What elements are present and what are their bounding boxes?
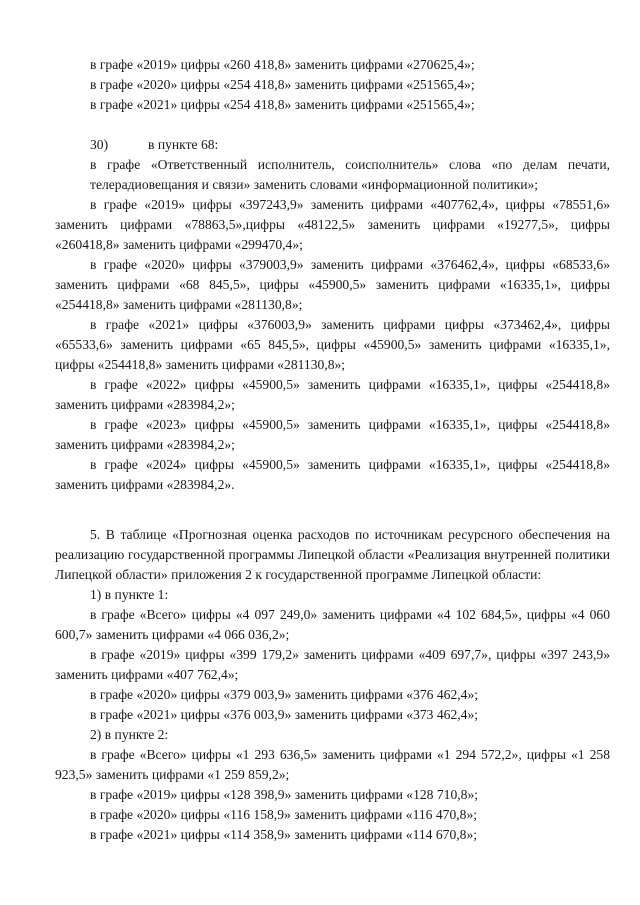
spacer — [90, 115, 610, 135]
section-5-point-1-2021: в графе «2021» цифры «376 003,9» заменить цифрами «373 462,4»; — [90, 707, 479, 722]
section-5-point-1: 1) в пункте 1: — [90, 587, 169, 602]
section-5-point-2-total: в графе «Всего» цифры «1 293 636,5» заменить цифрами «1 294 572,2», цифры «1 258 923,5» заменить цифрами «1 259 859,2»; — [55, 747, 610, 782]
spacer — [90, 495, 610, 525]
point-30-2021: в графе «2021» цифры «376003,9» заменить цифрами цифры «373462,4», цифры «65533,6» заменить цифрами «65 845,5», цифры «45900,5» заменить цифрами «16335,1», цифры «254418,8» заменить цифрами «281130,8»; — [55, 317, 610, 372]
section-5-point-2-2021: в графе «2021» цифры «114 358,9» заменить цифрами «114 670,8»; — [90, 827, 478, 842]
point-30-2022: в графе «2022» цифры «45900,5» заменить цифрами «16335,1», цифры «254418,8» заменить цифрами «283984,2»; — [55, 377, 610, 412]
point-30-text: в пункте 68: — [148, 137, 219, 152]
point-30-executor: в графе «Ответственный исполнитель, соисполнитель» слова «по делам печати, телерадиовещания и связи» заменить словами «информационной политики»; — [90, 157, 610, 192]
point-30-heading — [90, 135, 610, 155]
amend-line-2021: в графе «2021» цифры «254 418,8» заменить цифрами «251565,4»; — [90, 97, 475, 112]
section-5-point-1-2019: в графе «2019» цифры «399 179,2» заменить цифрами «409 697,7», цифры «397 243,9» заменить цифрами «407 762,4»; — [55, 647, 610, 682]
point-30-2023: в графе «2023» цифры «45900,5» заменить цифрами «16335,1», цифры «254418,8» заменить цифрами «283984,2»; — [55, 417, 610, 452]
amend-line-2020: в графе «2020» цифры «254 418,8» заменить цифрами «251565,4»; — [90, 77, 475, 92]
point-30-2024: в графе «2024» цифры «45900,5» заменить цифрами «16335,1», цифры «254418,8» заменить цифрами «283984,2». — [55, 457, 610, 492]
amend-line-2019: в графе «2019» цифры «260 418,8» заменить цифрами «270625,4»; — [90, 57, 475, 72]
document-page — [55, 55, 610, 845]
point-30-2019: в графе «2019» цифры «397243,9» заменить цифрами «407762,4», цифры «78551,6» заменить цифрами «78863,5»,цифры «48122,5» заменить цифрами «19277,5», цифры «260418,8» заменить цифрами «299470,4»; — [55, 197, 610, 252]
section-5-point-2-2019: в графе «2019» цифры «128 398,9» заменить цифрами «128 710,8»; — [90, 787, 479, 802]
section-5-point-2: 2) в пункте 2: — [90, 727, 169, 742]
section-5-point-2-2020: в графе «2020» цифры «116 158,9» заменить цифрами «116 470,8»; — [90, 807, 478, 822]
point-30-number: 30) — [90, 137, 109, 152]
point-30-2020: в графе «2020» цифры «379003,9» заменить цифрами «376462,4», цифры «68533,6» заменить цифрами «68 845,5», цифры «45900,5» заменить цифрами «16335,1», цифры «254418,8» заменить цифрами «281130,8»; — [55, 257, 610, 312]
section-5-point-1-total: в графе «Всего» цифры «4 097 249,0» заменить цифрами «4 102 684,5», цифры «4 060 600,7» заменить цифрами «4 066 036,2»; — [55, 607, 610, 642]
section-5-point-1-2020: в графе «2020» цифры «379 003,9» заменить цифрами «376 462,4»; — [90, 687, 479, 702]
section-5-intro: 5. В таблице «Прогнозная оценка расходов по источникам ресурсного обеспечения на реализацию государственной программы Липецкой области «Реализация внутренней политики Липецкой области» приложения 2 к государственной программе Липецкой области: — [55, 527, 610, 582]
